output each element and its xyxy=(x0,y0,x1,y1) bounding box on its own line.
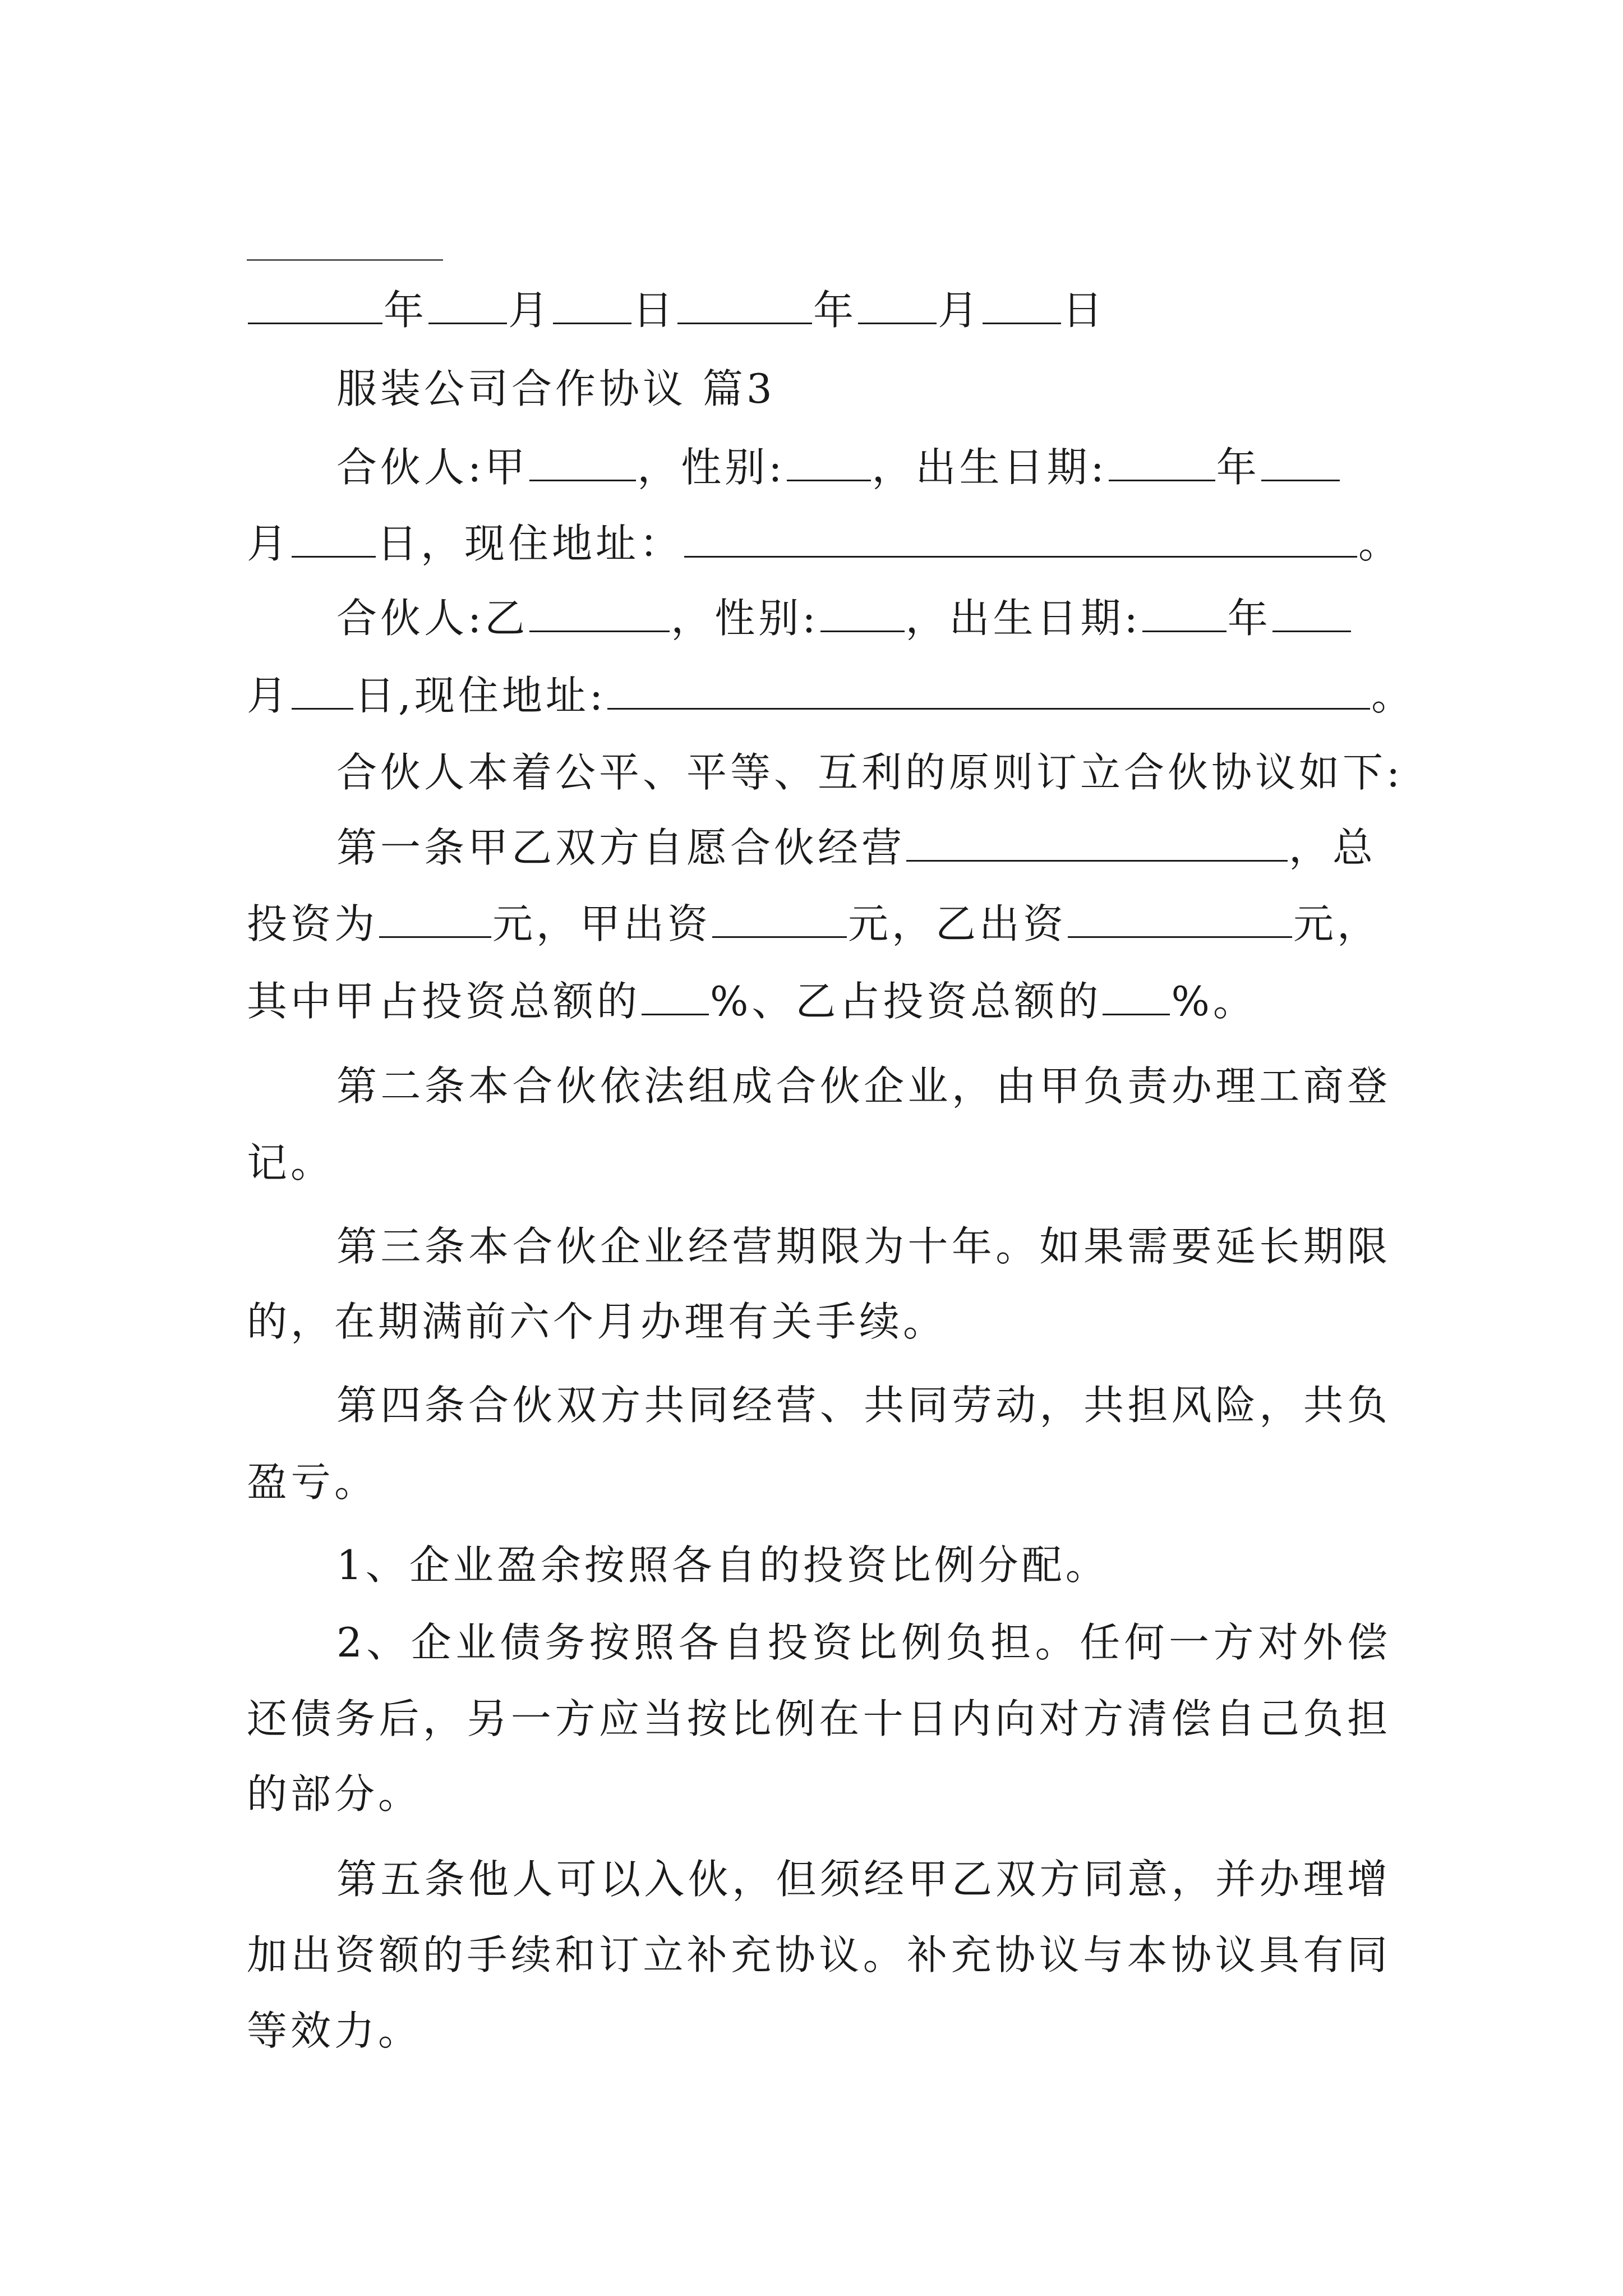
article-3-line-1: 第三条本合伙企业经营期限为十年。如果需要延长期限 xyxy=(336,1223,1391,1270)
clause-item-2-line-2: 还债务后，另一方应当按比例在十日内向对方清偿自己负担 xyxy=(247,1695,1391,1742)
year-label: 年 xyxy=(813,287,857,334)
partner-a-line-1 xyxy=(247,439,1481,495)
day-label: 日 xyxy=(633,287,677,334)
article-1-text: 元， xyxy=(1293,900,1381,947)
year-label: 年 xyxy=(384,287,428,334)
address-label: 日，现住地址： xyxy=(377,520,684,567)
year-label: 年 xyxy=(1216,444,1260,491)
article-1-text: %。 xyxy=(1171,978,1257,1025)
clause-item-1: 1、企业盈余按照各自的投资比例分配。 xyxy=(336,1542,1109,1589)
gender-blank xyxy=(787,440,871,481)
section-title: 服装公司合作协议 篇3 xyxy=(336,365,776,412)
name-blank xyxy=(529,591,670,632)
article-1-line-3 xyxy=(247,973,1391,1029)
article-5-line-2: 加出资额的手续和订立补充协议。补充协议与本协议具有同 xyxy=(247,1931,1391,1978)
period: 。 xyxy=(1371,672,1415,719)
address-label: 日,现住地址: xyxy=(354,672,607,719)
signature-rule xyxy=(247,259,443,261)
a-investment-blank xyxy=(712,897,847,938)
month-label: 月 xyxy=(938,287,982,334)
article-1-text: ，总 xyxy=(1289,824,1377,871)
gender-blank xyxy=(820,591,905,632)
article-2-line-1: 第二条本合伙依法组成合伙企业，由甲负责办理工商登 xyxy=(336,1062,1391,1110)
birth-label: ，出生日期: xyxy=(905,595,1141,642)
article-3-line-2: 的，在期满前六个月办理有关手续。 xyxy=(247,1298,947,1345)
article-5-line-1: 第五条他人可以入伙，但须经甲乙双方同意，并办理增 xyxy=(336,1856,1391,1903)
b-share-blank xyxy=(1103,974,1170,1015)
period: 。 xyxy=(1358,520,1403,567)
month-blank xyxy=(858,283,937,324)
birth-day-blank xyxy=(292,517,376,558)
address-blank xyxy=(684,517,1357,558)
birth-year-blank xyxy=(1109,440,1215,481)
gender-label: ，性别: xyxy=(671,595,819,642)
day-blank xyxy=(983,283,1061,324)
address-blank xyxy=(607,669,1370,710)
month-blank xyxy=(428,283,507,324)
partner-b-line-1 xyxy=(247,590,1481,646)
birth-year-blank xyxy=(1142,591,1227,632)
year-blank xyxy=(248,283,382,324)
total-investment-blank xyxy=(379,897,491,938)
article-4-line-1: 第四条合伙双方共同经营、共同劳动，共担风险，共负 xyxy=(336,1382,1391,1429)
birth-day-blank xyxy=(292,669,353,710)
article-1-text: %、乙占投资总额的 xyxy=(710,978,1102,1025)
clause-item-2-line-1: 2、企业债务按照各自投资比例负担。任何一方对外偿 xyxy=(336,1619,1391,1666)
article-1-text: 投资为 xyxy=(247,900,379,947)
birth-month-blank xyxy=(1261,440,1340,481)
article-1-text: 第一条甲乙双方自愿合伙经营 xyxy=(336,824,906,871)
partner-b-label: 合伙人:乙 xyxy=(336,595,529,642)
gender-label: ，性别: xyxy=(637,444,786,491)
article-2-line-2: 记。 xyxy=(247,1139,335,1186)
year-blank xyxy=(677,283,812,324)
day-label: 日 xyxy=(1062,287,1106,334)
partner-b-line-2 xyxy=(247,668,1415,724)
article-5-line-3: 等效力。 xyxy=(247,2007,422,2054)
b-investment-blank xyxy=(1068,897,1292,938)
month-label: 月 xyxy=(247,520,291,567)
article-1-line-2 xyxy=(247,896,1391,952)
partner-a-label: 合伙人:甲 xyxy=(336,444,529,491)
agreement-intro: 合伙人本着公平、平等、互利的原则订立合伙协议如下: xyxy=(336,749,1404,796)
article-1-text: 元，乙出资 xyxy=(848,900,1067,947)
business-blank xyxy=(906,821,1288,862)
day-blank xyxy=(553,283,631,324)
year-label: 年 xyxy=(1227,595,1271,642)
article-4-line-2: 盈亏。 xyxy=(247,1458,379,1506)
month-label: 月 xyxy=(247,672,291,719)
sign-date-line xyxy=(247,282,1391,338)
a-share-blank xyxy=(642,974,709,1015)
birth-label: ，出生日期: xyxy=(872,444,1108,491)
month-label: 月 xyxy=(508,287,552,334)
partner-a-line-2 xyxy=(247,516,1403,572)
article-1-text: 元，甲出资 xyxy=(492,900,712,947)
article-1-line-1 xyxy=(247,820,1481,876)
birth-month-blank xyxy=(1272,591,1351,632)
clause-item-2-line-3: 的部分。 xyxy=(247,1770,422,1818)
name-blank xyxy=(529,440,636,481)
article-1-text: 其中甲占投资总额的 xyxy=(247,978,641,1025)
